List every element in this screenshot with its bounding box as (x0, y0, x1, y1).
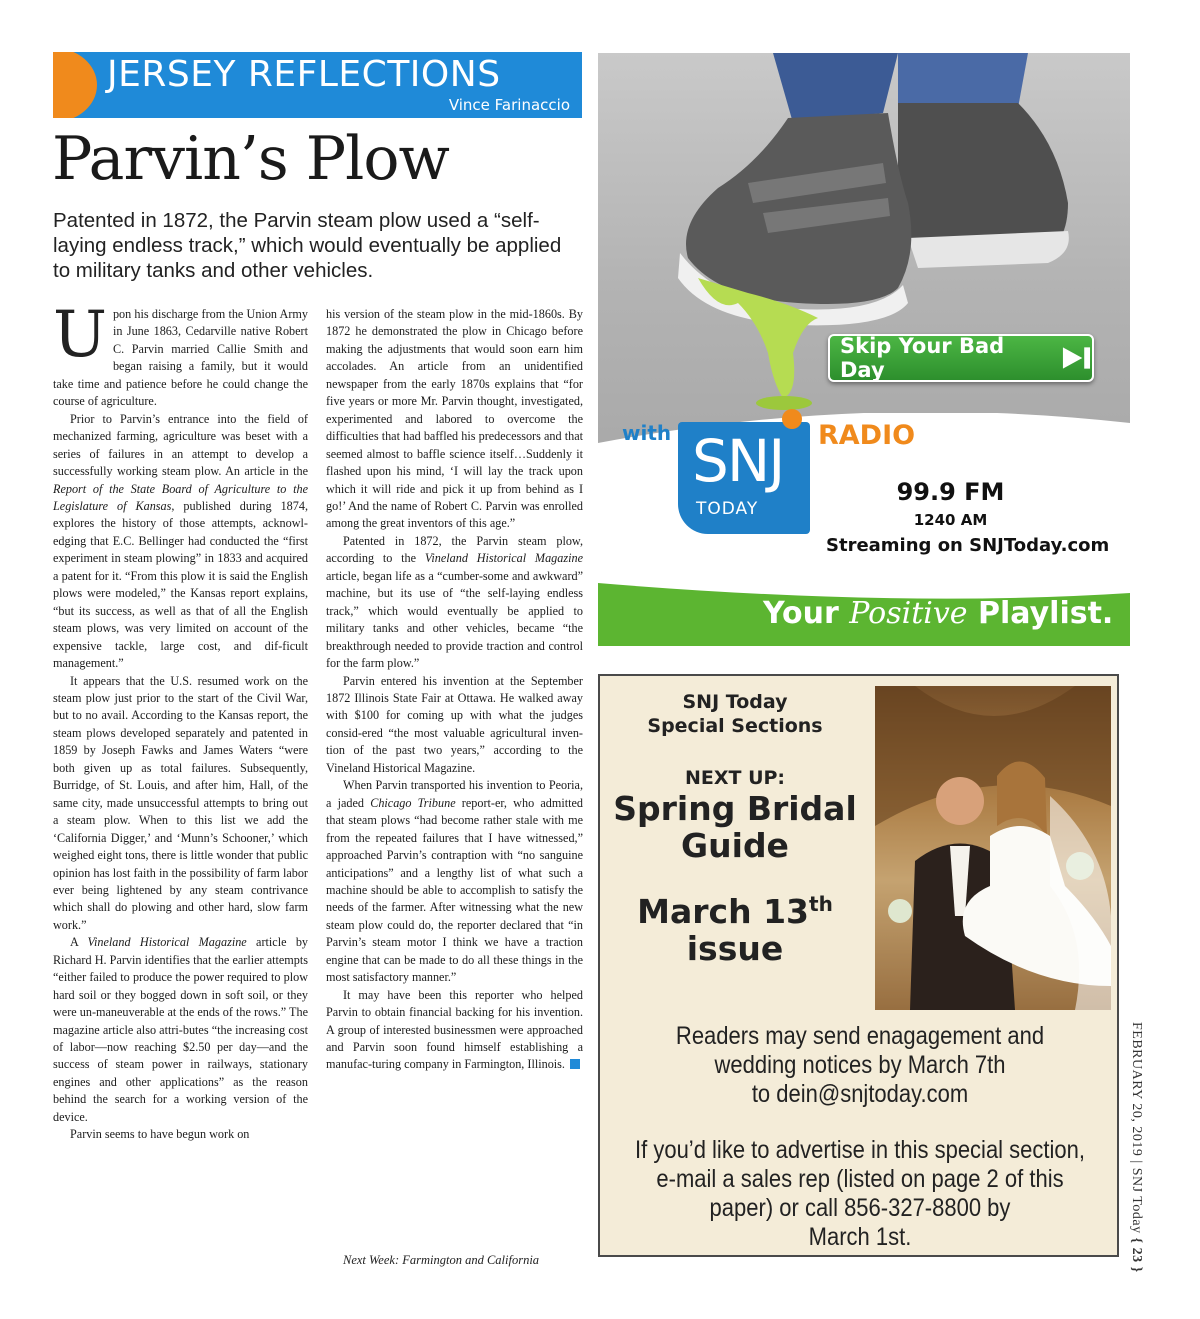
section-banner (53, 52, 582, 118)
next-up-label: NEXT UP: (684, 767, 786, 789)
article-paragraph: Parvin entered his invention at the September 1872 Illinois State Fair at Ottawa. He walked away with $100 for coming up with what the judges consid-ered “the most valuable agricultural inven-tion of the past two years,” according to the Vineland Historical Magazine. (326, 673, 583, 775)
article-paragraph: Patented in 1872, the Parvin steam plow, according to the Vineland Historical Magazine article, began life as a “cumber-some and awkward” machine, but its use of “the self-laying endless track,” which would eventually be applied to military tanks and other vehicles, became “the breakthrough needed to provide traction and control for the farm plow.” (326, 533, 583, 671)
folio-paper: SNJ Today (1129, 1167, 1144, 1234)
am-frequency: 1240 AM (913, 511, 988, 529)
skip-forward-icon (1061, 345, 1092, 371)
article-paragraph: Parvin seems to have begun work on (70, 1127, 250, 1142)
article-deck: Patented in 1872, the Parvin steam plow used a “self-laying endless track,” which would eventually be applied to military tanks and other vehicles. (53, 209, 562, 282)
article-paragraph: It appears that the U.S. resumed work on the steam plow just prior to the start of the Civil War, but to no avail. According to the Kansas report, the steam plows developed separately and patented in 1859 by Joseph Fawks and James Waters “were both given up as total failures. Subsequently, Burridge, of St. Louis, and after him, Hall, of the same city, made unsuccessful attempts to bring out a steam plow. When to this list we add the ‘California Digger,’ and ‘Munn’s Schooner,’ which weighed eight tons, there is little wonder that public opinion has lost faith in the possibility of farm labor ever being lightened by any steam contrivance which shall do plowing and other hard, slow farm work.” (53, 673, 308, 932)
logo-orange-dot (782, 409, 802, 429)
article-column-2 (326, 306, 583, 1074)
article-paragraph: Prior to Parvin’s entrance into the field of mechanized farming, agriculture was beset with a series of failures in an attempt to develop a successfully working steam plow. An article in the Report of the State Board of Agriculture to the Legislature of Kansas, published during 1874, explores the history of those attempts, acknowl-edging that E.C. Bellinger had conducted the “first experiment in steam plowing” in 1833 and acquired a patent for it. “From this plow it is said the English plows were modeled,” the Kansas report explains, “but its success, as well as that of all the English steam plows, was very limited on account of the expensive tackle, large cost, and dif-ficult management.” (53, 411, 308, 671)
article-title: Parvin’s Plow (52, 124, 449, 194)
with-label: with (622, 421, 672, 445)
article-column-1 (53, 298, 309, 1144)
logo-snj-text: SNJ (692, 427, 784, 495)
skip-your-bad-day-button[interactable]: Skip Your Bad Day (828, 334, 1094, 382)
bridal-guide-title: Spring Bridal Guide (613, 789, 857, 865)
article-paragraph: It may have been this reporter who helped Parvin to obtain financial backing for his invention. A group of interested businessmen were approached and Parvin soon found himself establishing a manufac-turing company in Farmington, Illinois. (326, 987, 583, 1072)
shoe-gum-photo (598, 53, 1130, 473)
snj-radio-ad[interactable] (598, 53, 1130, 646)
article-paragraph: When Parvin transported his invention to Peoria, a jaded Chicago Tribune report-er, who admitted that steam plows “had become rather stale with me from the repeated failures that I have witnessed,” approached Parvin’s contraption with “no sanguine anticipations” and a lengthy list of what such a machine should be able to accomplish to satisfy the needs of the farmer. After witnessing what the new steam plow could do, the reporter declared that “in Parvin’s steam motor I think we have a traction engine that can be made to do all these things in the most satisfactory manner.” (326, 778, 583, 985)
article-paragraph-continued: his version of the steam plow in the mid-1860s. By 1872 he demonstrated the plow in Chicago before making the adjustments that would soon earn him accolades. An article from an unidentified newspaper from the early 1870s explains that “for five years or more Mr. Parvin thought, investigated, experimented and labored to overcome the difficulties that had baffled his predecessors and that seemed almost to baffle science itself…Suddenly it flashed upon his mind, ‘I will lay the track upon which it will ride and pick it up from behind as I go!’ And the name of Robert C. Parvin was enrolled among the great inventors of this age.” (326, 307, 583, 531)
end-mark-icon (570, 1059, 580, 1069)
folio-separator: | (1129, 1160, 1144, 1164)
special-sections-ad (598, 674, 1119, 1257)
fm-frequency: 99.9 FM (896, 478, 1005, 506)
issue-date: March 13th issue (637, 892, 833, 968)
next-week-teaser: Next Week: Farmington and California (343, 1253, 540, 1267)
ad-heading: SNJ Today Special Sections (647, 691, 823, 737)
folio-page-number: { 23 } (1129, 1237, 1144, 1273)
radio-label: RADIO (818, 420, 916, 451)
banner-orange-shape (53, 52, 97, 118)
article-paragraph: Upon his discharge from the Union Army in June 1863, Cedarville native Robert C. Parvin married Callie Smith and began raising a family, but it would take time and patience before he could change the course of agriculture. (53, 298, 308, 409)
article-paragraph: A Vineland Historical Magazine article by Richard H. Parvin identifies that the earlier attempts “either failed to produce the power required to plow hard soil or they bogged down in soft soil, or they were un-maneuverable at the ends of the rows.” The magazine article also attri-butes “the increasing cost of labor—now reaching $2.50 per day—and the success of steam power in railways, stationary engines and other applications” as the reason behind the search for a working version of the device. (53, 935, 309, 1124)
tagline: Your Positive Playlist. (763, 596, 1114, 631)
streaming-link[interactable]: Streaming on SNJToday.com (826, 535, 1110, 556)
logo-today-text: TODAY (696, 499, 759, 519)
folio-date: FEBRUARY 20, 2019 (1129, 1022, 1144, 1157)
page-folio (1129, 1022, 1155, 1273)
advertise-notice: If you’d like to advertise in this special section, e-mail a sales rep (listed on page 2 of this paper) or call 856-327-8800 by March 1st. (634, 1136, 1086, 1251)
author-byline: Vince Farinaccio (448, 96, 570, 114)
drop-cap: U (53, 298, 107, 372)
section-title: JERSEY REFLECTIONS (107, 54, 501, 95)
readers-notice: Readers may send enagagement and wedding notices by March 7th to dein@snjtoday.com (675, 1022, 1045, 1108)
wedding-couple-photo (875, 686, 1111, 1010)
